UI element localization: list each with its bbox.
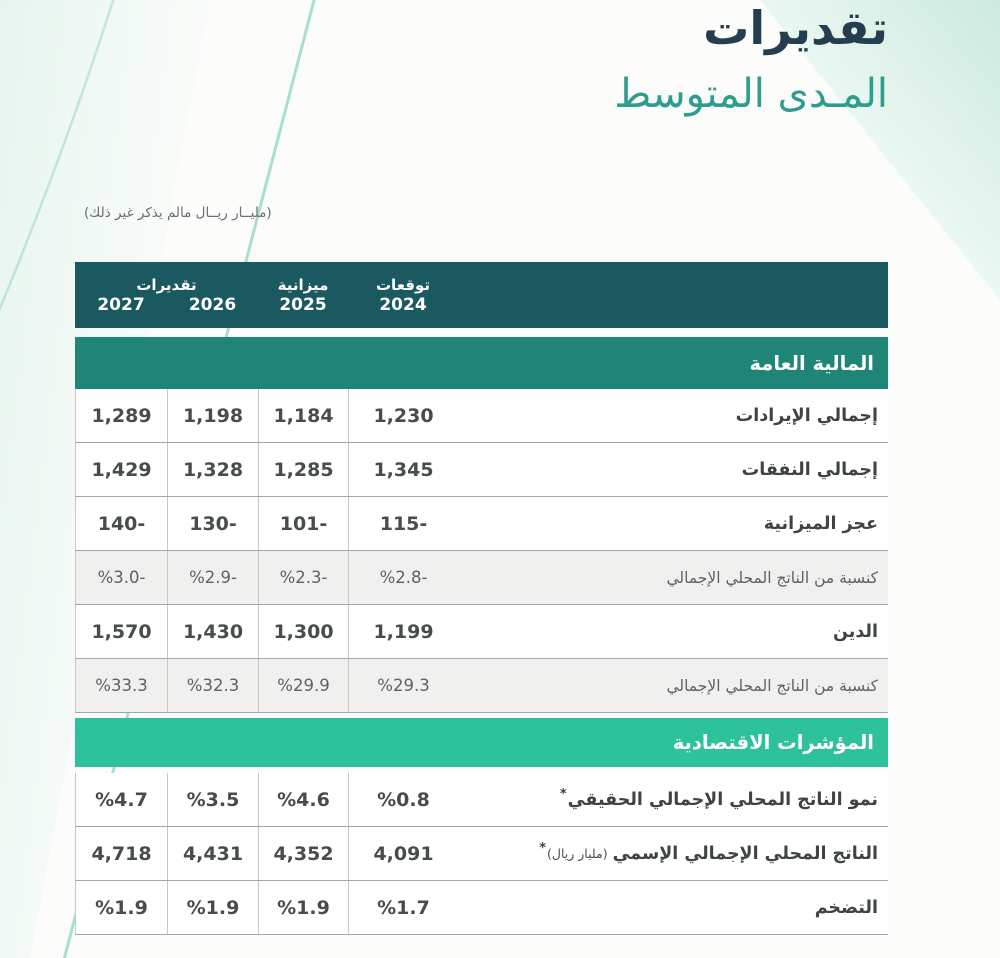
value-2024: 1,345 (348, 443, 458, 496)
value-2026: %32.3 (167, 659, 258, 712)
value-2027: 1,429 (75, 443, 167, 496)
table-row-budget-deficit (75, 497, 888, 551)
page-title-line1: تقديرات (703, 1, 888, 55)
row-label: نمو الناتج المحلي الإجمالي الحقيقي * (559, 787, 878, 810)
value-2025: 1,300 (258, 605, 348, 658)
header-col-2025 (258, 262, 348, 328)
header-estimates-label: تقديرات (136, 275, 197, 294)
header-budget-label: ميزانية (277, 275, 329, 294)
table-row-debt (75, 605, 888, 659)
page-title (614, 2, 888, 117)
table-row-total-expenditures (75, 443, 888, 497)
section-header-public-finance: المالية العامة (75, 337, 888, 389)
value-2026: 4,431 (167, 827, 258, 880)
header-year-2027: 2027 (97, 294, 145, 315)
row-label: التضخم (814, 897, 878, 918)
value-2025: 1,285 (258, 443, 348, 496)
header-year-2024: 2024 (379, 294, 427, 315)
value-2024: 4,091 (348, 827, 458, 880)
value-2027: %4.7 (75, 773, 167, 826)
row-label: إجمالي النفقات (741, 459, 878, 480)
header-estimates-group (75, 262, 258, 328)
value-2026: 1,328 (167, 443, 258, 496)
row-label: الناتج المحلي الإجمالي الإسمي (مليار ريال) * (539, 841, 878, 864)
value-2027: 1,289 (75, 389, 167, 442)
value-2027: 1,570 (75, 605, 167, 658)
value-2026: %3.5 (167, 773, 258, 826)
value-2024: %2.8- (348, 551, 458, 604)
value-2027: 4,718 (75, 827, 167, 880)
header-estimates-years (75, 295, 258, 315)
estimates-table (75, 262, 888, 935)
value-2025: 4,352 (258, 827, 348, 880)
value-2024: %29.3 (348, 659, 458, 712)
row-label: إجمالي الإيرادات (735, 405, 878, 426)
table-header (75, 262, 888, 328)
value-2026: 1,430 (167, 605, 258, 658)
unit-note: (مليــار ريــال مالم يذكر غير ذلك) (84, 205, 272, 221)
row-label: الدين (833, 621, 878, 642)
row-label: كنسبة من الناتج المحلي الإجمالي (666, 568, 878, 587)
row-label: عجز الميزانية (763, 513, 878, 534)
header-year-2026: 2026 (188, 294, 237, 315)
value-2024: %0.8 (348, 773, 458, 826)
value-2024: 1,230 (348, 389, 458, 442)
value-2025: %1.9 (258, 881, 348, 934)
value-2027: 140- (75, 497, 167, 550)
page-title-line2: المـدى المتوسط (614, 70, 888, 117)
value-2026: %2.9- (167, 551, 258, 604)
row-label: كنسبة من الناتج المحلي الإجمالي (666, 676, 878, 695)
table-row-inflation (75, 881, 888, 935)
table-row-nominal-gdp (75, 827, 888, 881)
value-2025: 101- (258, 497, 348, 550)
value-2027: %33.3 (75, 659, 167, 712)
row-sublabel: (مليار ريال) (547, 846, 608, 861)
value-2026: %1.9 (167, 881, 258, 934)
value-2026: 130- (167, 497, 258, 550)
value-2027: %3.0- (75, 551, 167, 604)
header-empty-cell (458, 262, 888, 328)
header-year-2025: 2025 (279, 294, 327, 315)
value-2027: %1.9 (75, 881, 167, 934)
table-row-deficit-pct-gdp (75, 551, 888, 605)
value-2024: 1,199 (348, 605, 458, 658)
table-row-debt-pct-gdp (75, 659, 888, 713)
value-2024: %1.7 (348, 881, 458, 934)
footnote-star: * (559, 787, 567, 802)
table-row-total-revenues (75, 389, 888, 443)
value-2026: 1,198 (167, 389, 258, 442)
header-forecast-label: توقعات (375, 275, 431, 294)
footnote-star: * (539, 841, 546, 856)
value-2025: 1,184 (258, 389, 348, 442)
value-2025: %29.9 (258, 659, 348, 712)
header-col-2024 (348, 262, 458, 328)
value-2025: %2.3- (258, 551, 348, 604)
section-header-economic-indicators: المؤشرات الاقتصادية (75, 718, 888, 767)
table-row-real-gdp-growth (75, 773, 888, 827)
value-2025: %4.6 (258, 773, 348, 826)
value-2024: 115- (348, 497, 458, 550)
